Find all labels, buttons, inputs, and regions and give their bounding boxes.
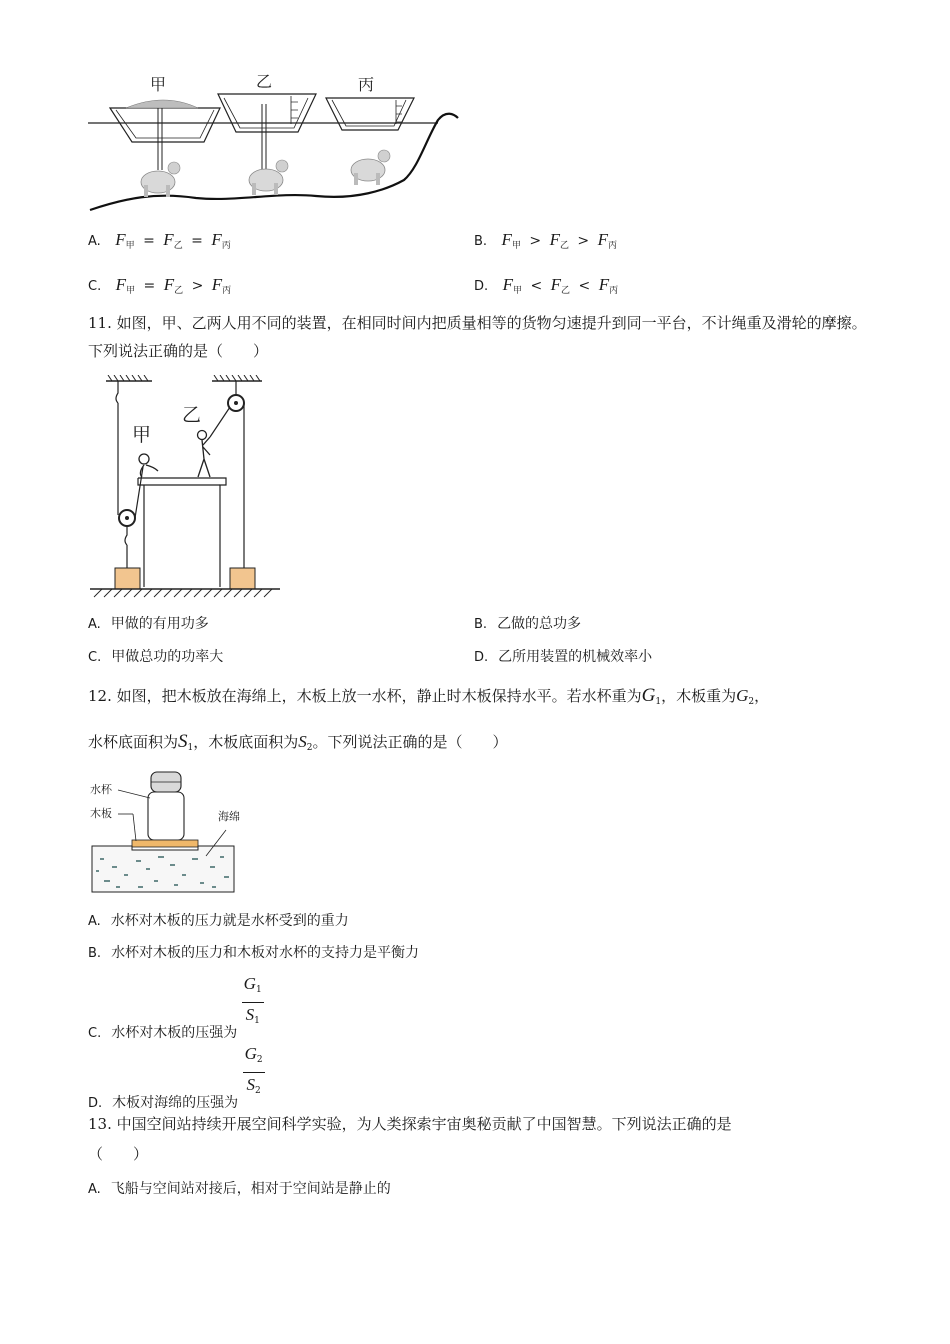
q12-option-c[interactable]: C. 水杯对木板的压强为 $\frac{G_1}{S_1}$ bbox=[88, 974, 262, 1041]
label-cup: 水杯 bbox=[90, 783, 112, 796]
boat-jia bbox=[110, 100, 220, 170]
stone-animal-icon bbox=[141, 162, 180, 197]
label-jia: 甲 bbox=[132, 424, 152, 446]
label-sponge: 海绵 bbox=[218, 810, 240, 823]
q13-option-a[interactable]: A. 飞船与空间站对接后，相对于空间站是静止的 bbox=[88, 1181, 391, 1197]
q12-option-b[interactable]: B. 水杯对木板的压力和木板对水杯的支持力是平衡力 bbox=[88, 945, 420, 961]
q10-option-d[interactable]: D. $F_甲 < F_乙 < F_丙$ bbox=[474, 275, 619, 296]
q12-option-d[interactable]: D. 木板对海绵的压强为 $\frac{G_2}{S_2}$ bbox=[88, 1044, 263, 1111]
option-key: A. bbox=[88, 234, 101, 249]
q10-option-a[interactable]: A. $F_甲 = F_乙 = F_丙$ bbox=[88, 230, 231, 251]
q11-option-c[interactable]: C. 甲做总功的功率大 bbox=[88, 649, 224, 665]
q12-stem-line2: 水杯底面积为$S_1$，木板底面积为$S_2$。下列说法正确的是（ ） bbox=[88, 731, 508, 753]
label-board: 木板 bbox=[90, 807, 112, 820]
q13-stem-line1: 13. 中国空间站持续开展空间科学实验，为人类探索宇宙奥秘贡献了中国智慧。下列说法正确的是 bbox=[88, 1115, 732, 1133]
stone-animal-icon bbox=[351, 150, 390, 185]
boat-yi bbox=[218, 94, 316, 170]
boats-figure bbox=[86, 70, 466, 215]
q12-stem-line1: 12. 如图，把木板放在海绵上，木板上放一水杯，静止时木板保持水平。若水杯重为$G_1$，木板重为$G_2$， bbox=[88, 685, 770, 707]
q11-option-d[interactable]: D. 乙所用装置的机械效率小 bbox=[474, 649, 653, 665]
label-yi: 乙 bbox=[182, 404, 202, 426]
sponge-figure bbox=[88, 768, 248, 896]
q11-option-b[interactable]: B. 乙做的总功多 bbox=[474, 616, 582, 632]
q11-stem: 11. 如图，甲、乙两人用不同的装置，在相同时间内把质量相等的货物匀速提升到同一平台，不计绳重及滑轮的摩擦。下列说法正确的是（ ） bbox=[88, 314, 867, 360]
q12-option-a[interactable]: A. 水杯对木板的压力就是水杯受到的重力 bbox=[88, 913, 349, 929]
q10-option-b[interactable]: B. $F_甲 > F_乙 > F_丙$ bbox=[474, 230, 618, 251]
stone-animal-icon bbox=[249, 160, 288, 195]
fraction-g1-s1: $\frac{G_1}{S_1}$ bbox=[243, 974, 262, 1026]
q10-option-c[interactable]: C. $F_甲 = F_乙 > F_丙$ bbox=[88, 275, 232, 296]
boat-bing bbox=[326, 98, 414, 130]
label-yi: 乙 bbox=[256, 72, 273, 91]
fraction-g2-s2: $\frac{G_2}{S_2}$ bbox=[244, 1044, 263, 1096]
pulley-figure bbox=[86, 375, 286, 605]
q13-stem-line2: （ ） bbox=[88, 1145, 149, 1163]
label-bing: 丙 bbox=[358, 75, 375, 94]
label-jia: 甲 bbox=[150, 75, 167, 94]
q11-option-a[interactable]: A. 甲做的有用功多 bbox=[88, 616, 209, 632]
